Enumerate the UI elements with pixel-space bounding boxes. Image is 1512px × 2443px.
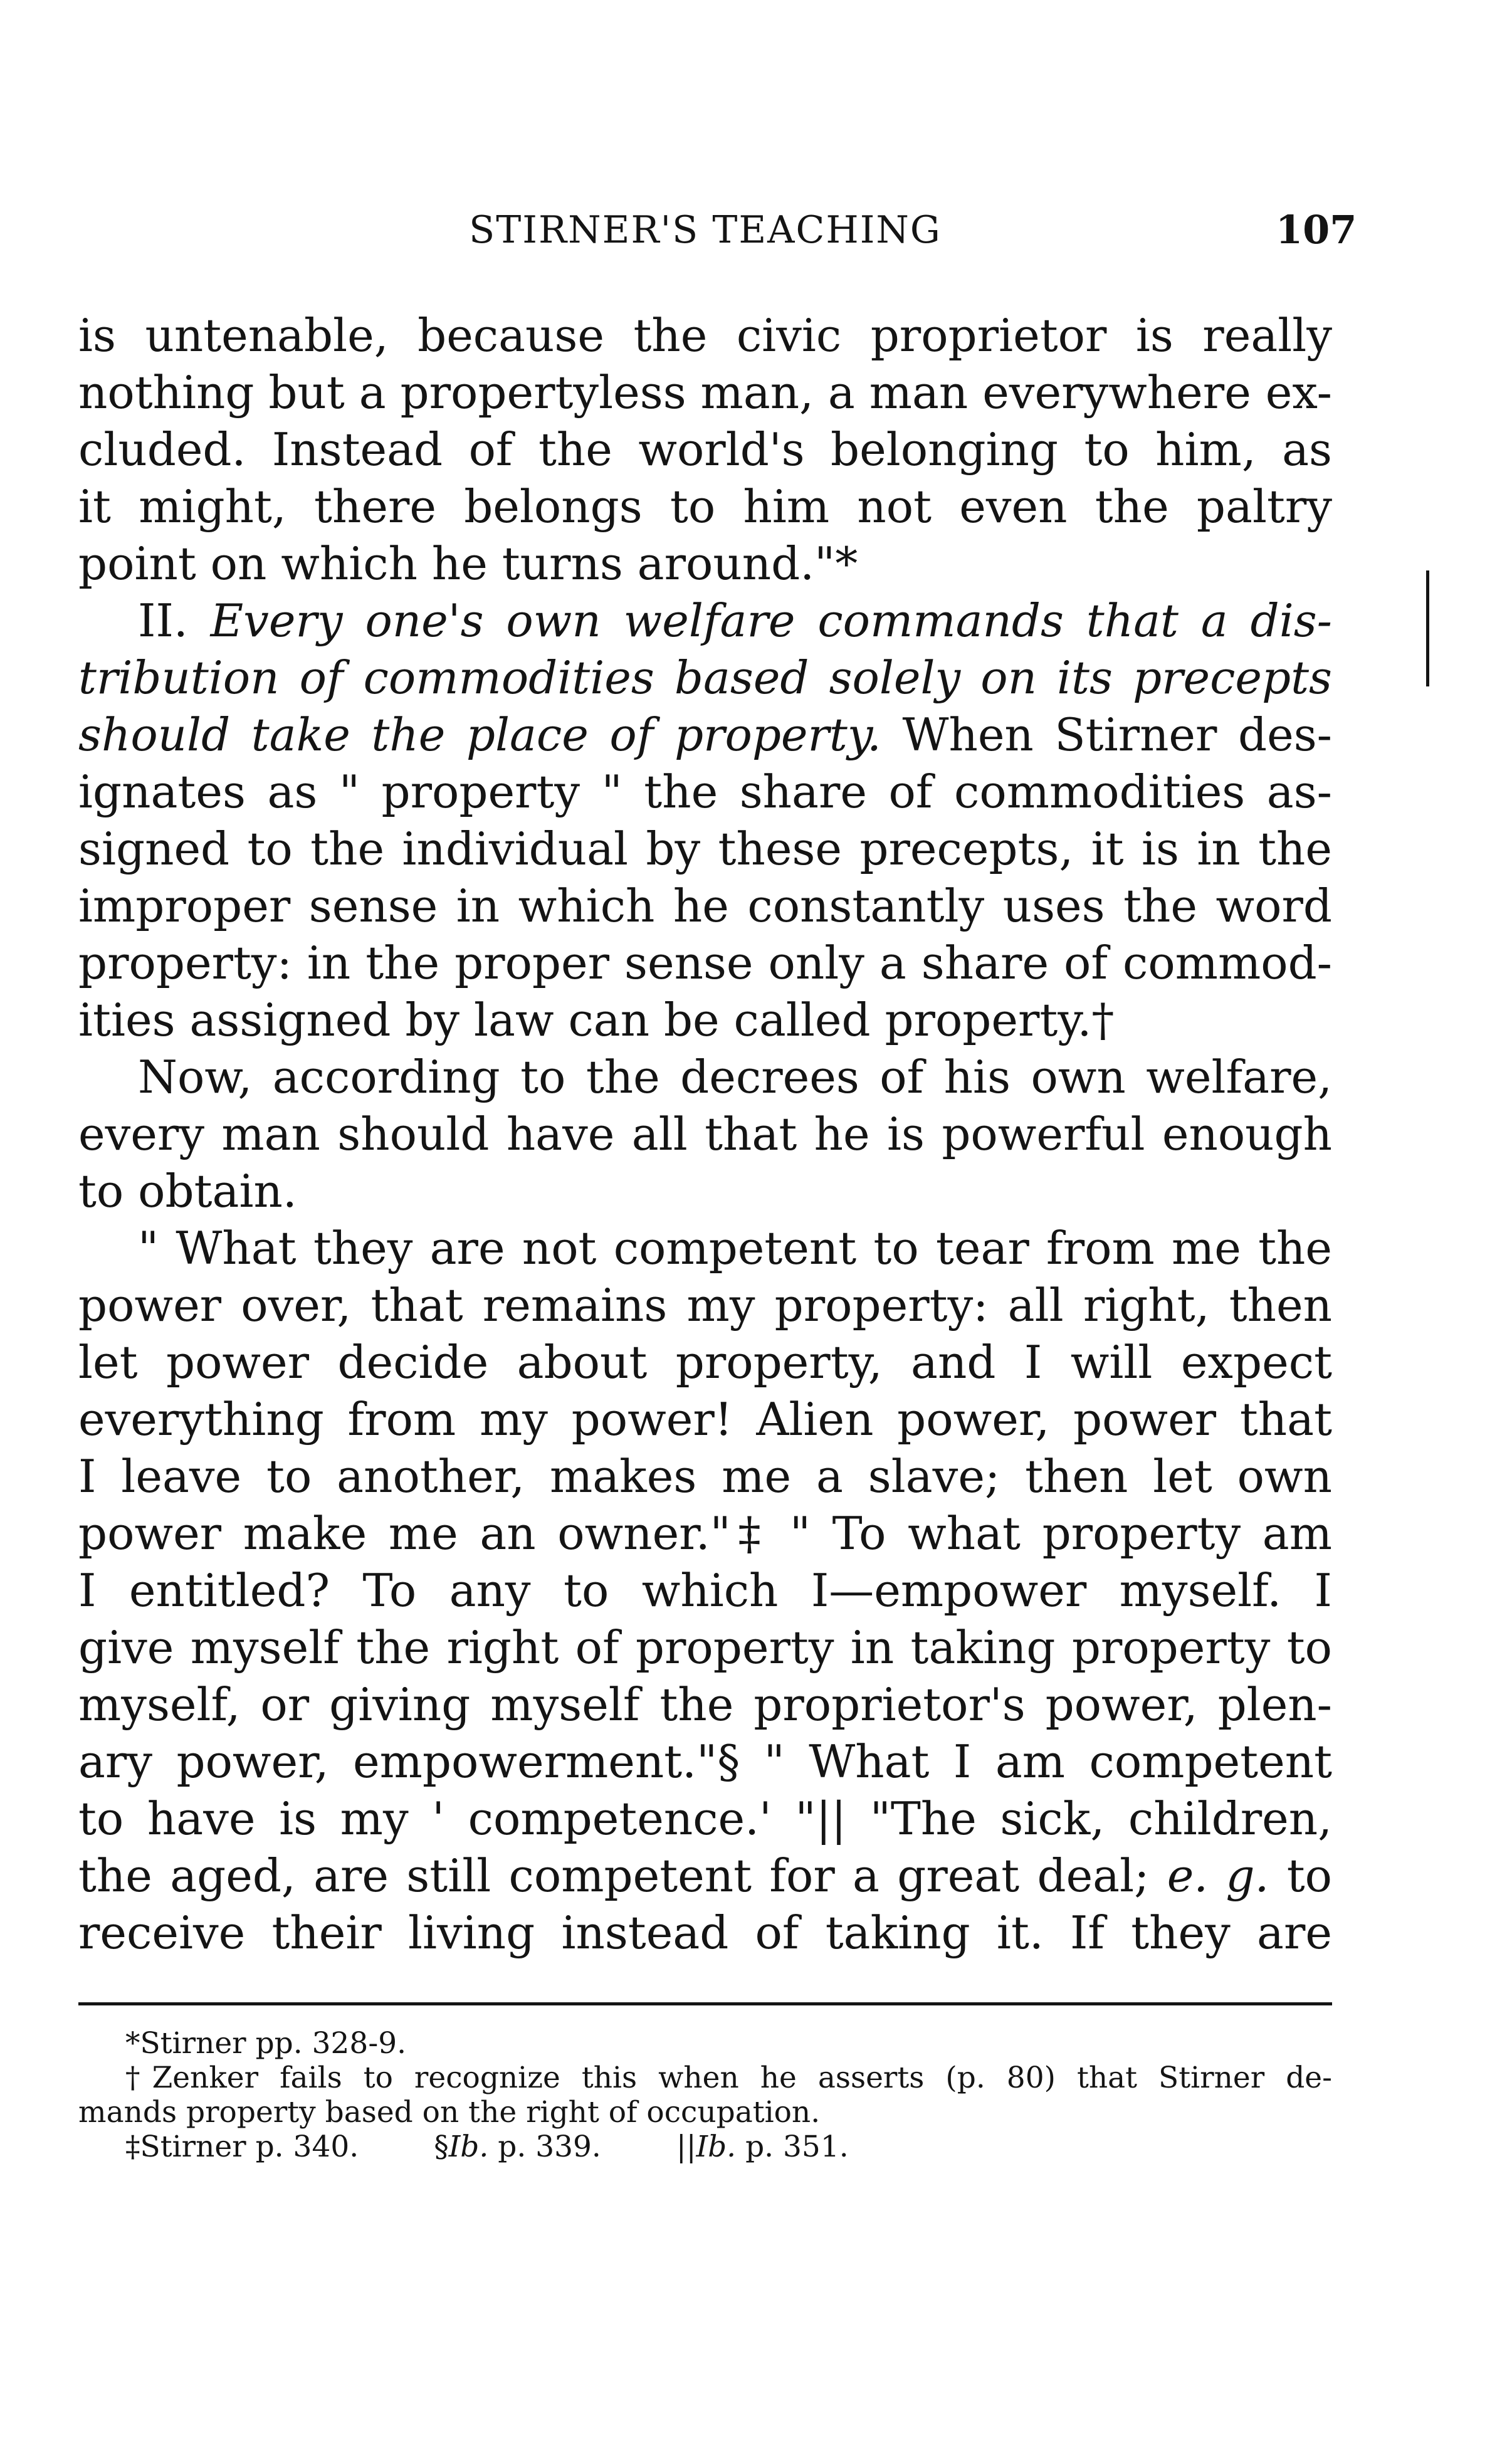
text-line: power make me an owner."‡ " To what property am bbox=[78, 1507, 1332, 1560]
footnote-3 bbox=[78, 2130, 1332, 2164]
text-line bbox=[78, 707, 1332, 764]
page-number: 107 bbox=[1276, 207, 1357, 253]
roman-text: to bbox=[1269, 1849, 1332, 1902]
text-line: to obtain. bbox=[78, 1165, 297, 1217]
footnote-ref: ‡Stirner p. 340. bbox=[125, 2130, 359, 2164]
text-line: it might, there belongs to him not even the paltry bbox=[78, 480, 1332, 533]
page-header bbox=[0, 202, 1512, 258]
text-line: is untenable, because the civic proprietor is really bbox=[78, 309, 1332, 362]
text-line: Now, according to the decrees of his own welfare, bbox=[138, 1051, 1332, 1103]
footnote-1: *Stirner pp. 328-9. bbox=[125, 2026, 407, 2061]
footnote-ref: p. 351. bbox=[736, 2130, 849, 2164]
footnote-mark: || bbox=[676, 2130, 696, 2164]
roman-text: When Stirner des- bbox=[881, 708, 1332, 761]
margin-mark bbox=[1426, 570, 1429, 686]
italic-text: tribution of commodities based solely on its precepts bbox=[78, 651, 1332, 704]
italic-text: Every one's own welfare commands that a dis- bbox=[210, 594, 1332, 647]
footnote-mark: § bbox=[434, 2130, 449, 2164]
text-line: let power decide about property, and I will expect bbox=[78, 1336, 1332, 1389]
text-line: improper sense in which he constantly uses the word bbox=[78, 880, 1332, 932]
footnote-2-continued: mands property based on the right of occupation. bbox=[78, 2095, 821, 2130]
italic-text: Ib. bbox=[696, 2130, 737, 2164]
text-line: give myself the right of property in taking property to bbox=[78, 1621, 1332, 1674]
text-line: " What they are not competent to tear from me the bbox=[138, 1222, 1332, 1274]
text-line: ignates as " property " the share of commodities as- bbox=[78, 765, 1332, 818]
footnotes bbox=[78, 2026, 1332, 2164]
text-line: to have is my ' competence.' "|| "The sick, children, bbox=[78, 1792, 1332, 1845]
text-line: point on which he turns around."* bbox=[78, 537, 858, 590]
text-line: I entitled? To any to which I—empower myself. I bbox=[78, 1564, 1332, 1617]
footnote-2: †Zenker fails to recognize this when he asserts (p. 80) that Stirner de- bbox=[125, 2061, 1332, 2095]
text-line: cluded. Instead of the world's belonging to him, as bbox=[78, 423, 1332, 476]
body-text bbox=[78, 307, 1332, 1962]
italic-text: Ib. bbox=[448, 2130, 489, 2164]
italic-text: e. g. bbox=[1167, 1849, 1269, 1902]
text-line: signed to the individual by these precepts, it is in the bbox=[78, 822, 1332, 875]
text-line: ities assigned by law can be called property.† bbox=[78, 994, 1115, 1046]
text-line: everything from my power! Alien power, power that bbox=[78, 1393, 1332, 1446]
text-line-section-ii bbox=[78, 592, 1332, 649]
footnote-rule bbox=[78, 2002, 1332, 2005]
text-line: power over, that remains my property: all right, then bbox=[78, 1279, 1332, 1332]
roman-text: the aged, are still competent for a great deal; bbox=[78, 1849, 1167, 1902]
text-line bbox=[78, 1847, 1332, 1904]
running-head: STIRNER'S TEACHING bbox=[469, 208, 942, 252]
text-line bbox=[78, 649, 1332, 707]
footnote-ref: p. 339. bbox=[488, 2130, 601, 2164]
text-line: receive their living instead of taking it. If they are bbox=[78, 1906, 1332, 1959]
text-line: nothing but a propertyless man, a man everywhere ex- bbox=[78, 366, 1332, 419]
text-line: every man should have all that he is powerful enough bbox=[78, 1108, 1332, 1160]
italic-text: should take the place of property. bbox=[78, 708, 881, 761]
text-line: myself, or giving myself the proprietor's power, plen- bbox=[78, 1678, 1332, 1731]
text-line: I leave to another, makes me a slave; then let own bbox=[78, 1450, 1332, 1503]
text-line: property: in the proper sense only a share of commod- bbox=[78, 937, 1332, 989]
section-number: II. bbox=[138, 594, 211, 647]
text-line: ary power, empowerment."§ " What I am competent bbox=[78, 1735, 1332, 1788]
